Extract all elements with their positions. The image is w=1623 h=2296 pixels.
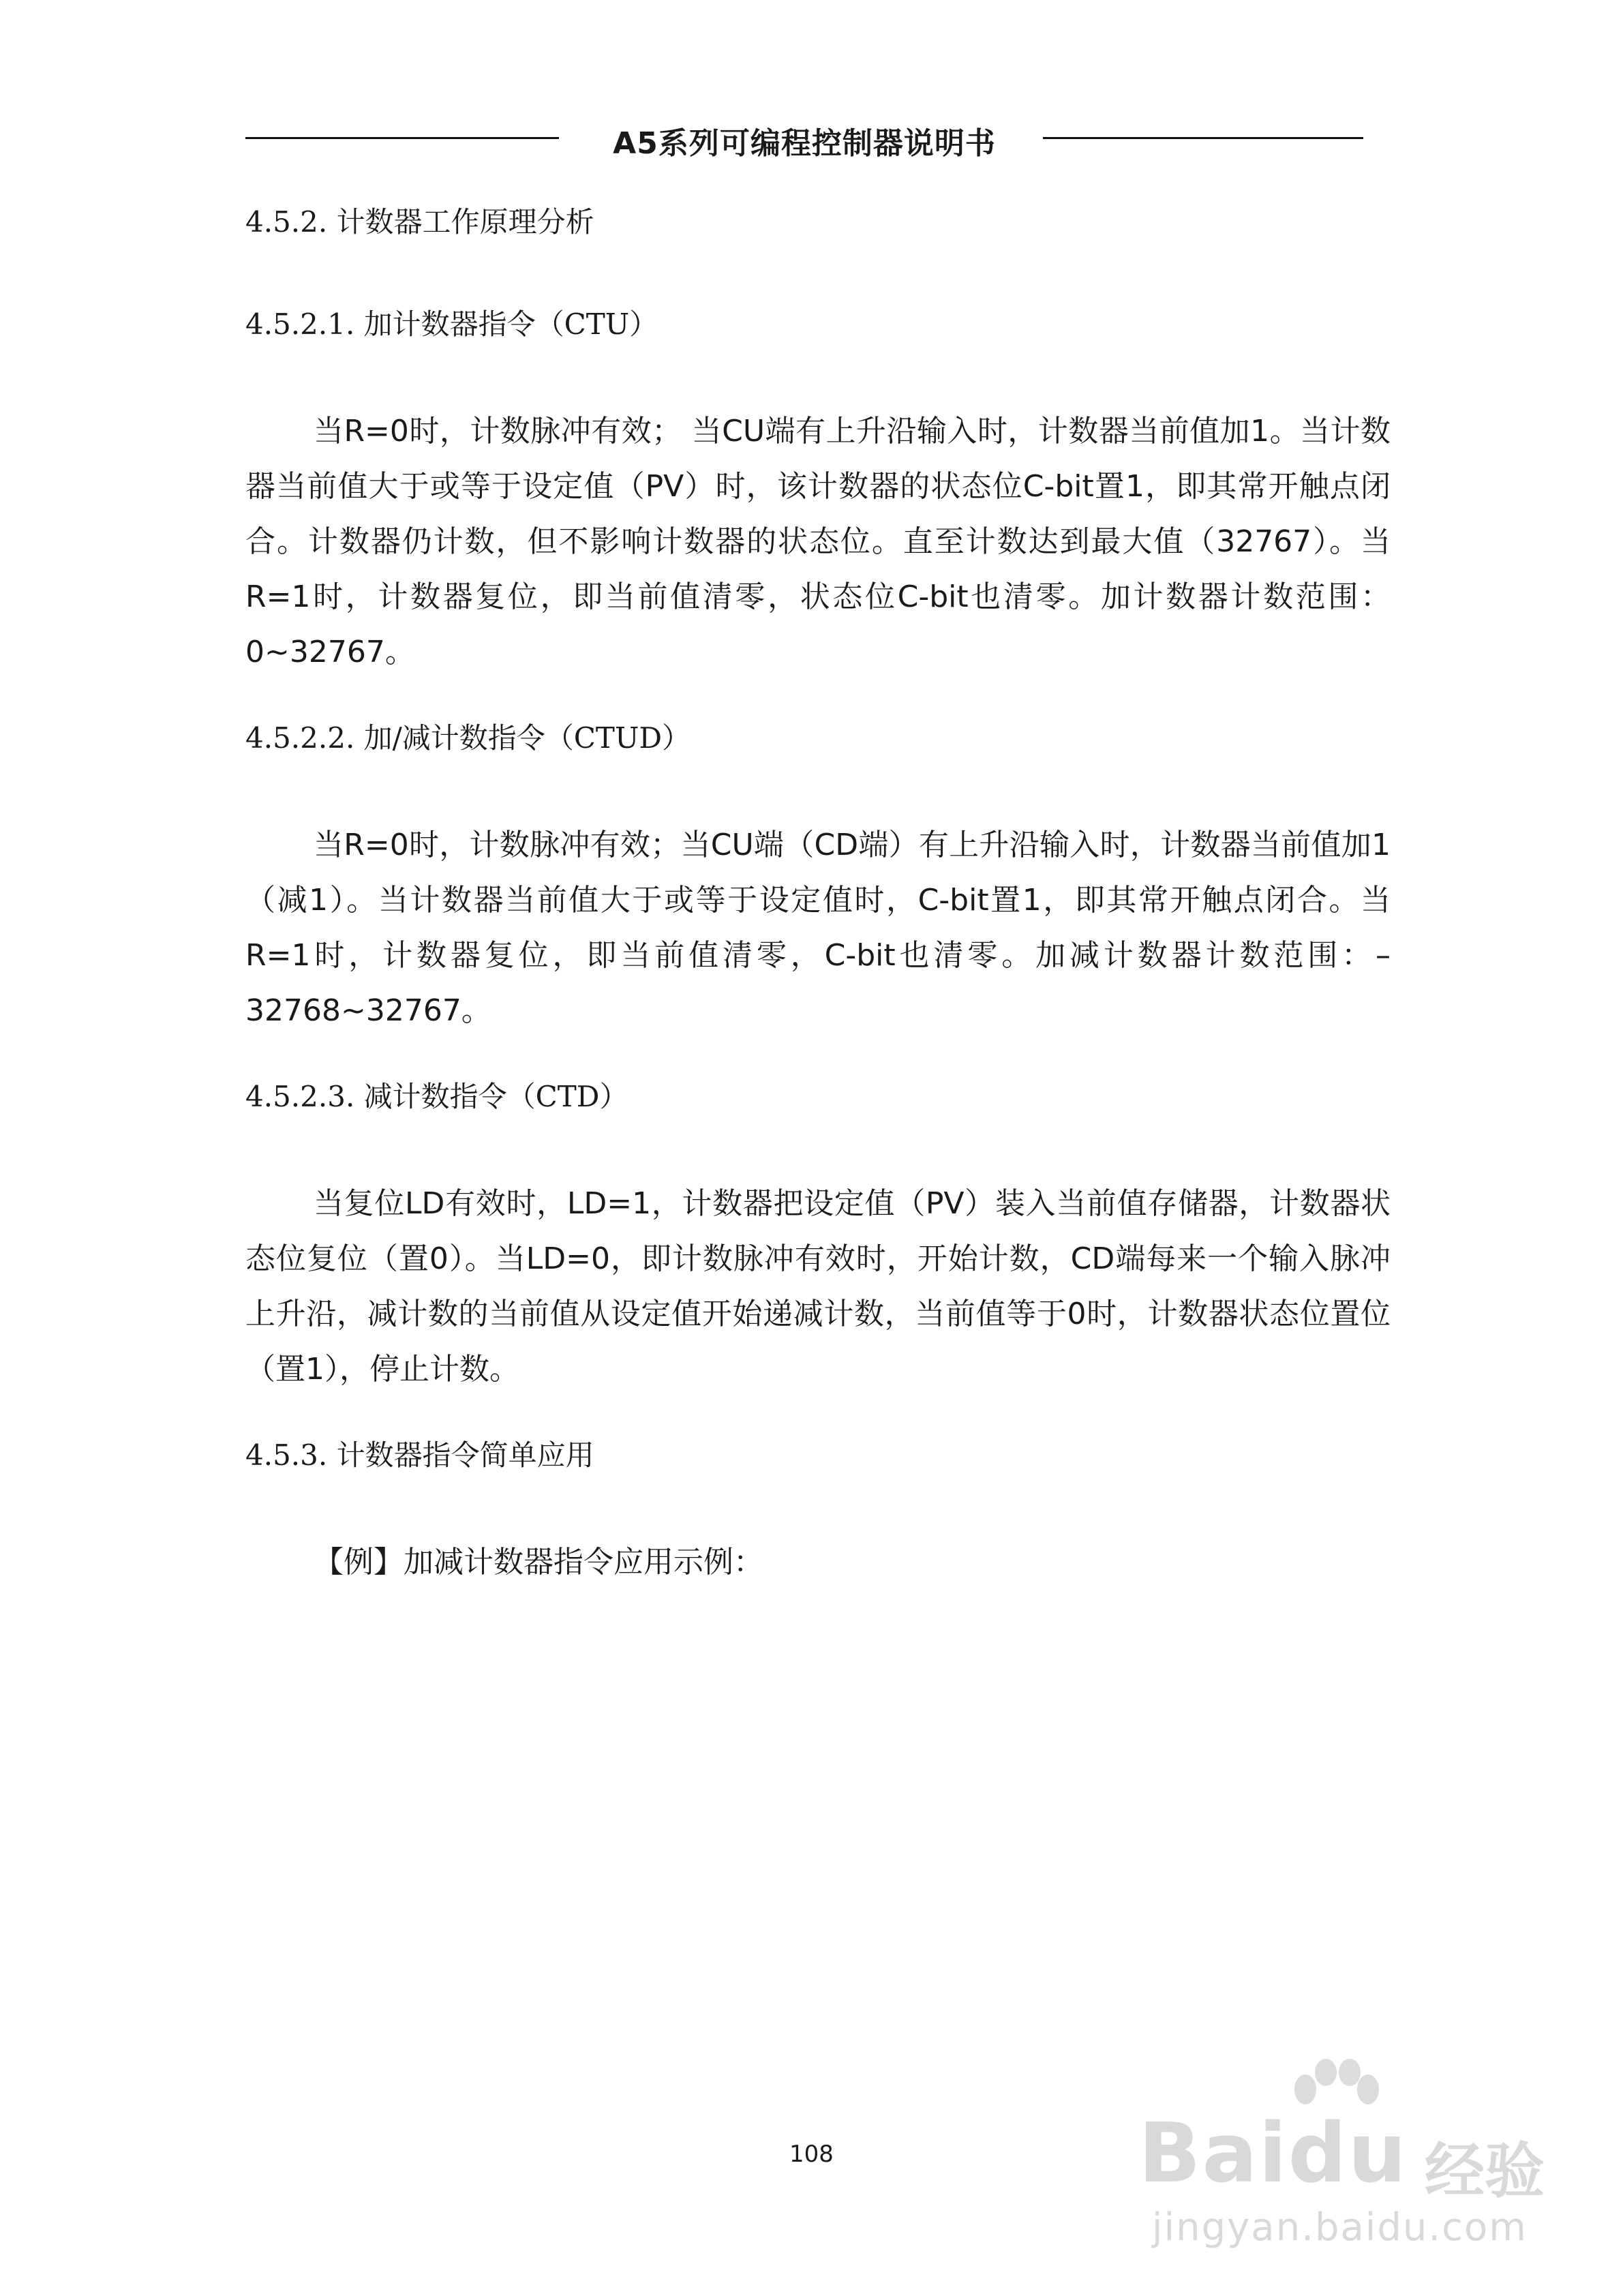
section-heading-4-5-3: 4.5.3. 计数器指令简单应用 [245, 1438, 594, 1472]
header-title: A5系列可编程控制器说明书 [613, 126, 996, 161]
section-heading-4-5-2: 4.5.2. 计数器工作原理分析 [245, 205, 594, 239]
watermark-brand-bai: Bai [1138, 2106, 1288, 2201]
watermark-brand [1138, 2106, 1408, 2201]
paragraph-ctu: 当R=0时，计数脉冲有效； 当CU端有上升沿输入时，计数器当前值加1。当计数器当前值大于或等于设定值（PV）时，该计数器的状态位C-bit置1，即其常开触点闭合。计数器仍计数，但不影响计数器的状态位。直至计数达到最大值（32767）。当R=1时，计数器复位，即当前值清零，状态位C-bit也清零。加计数器计数范围：0~32767。 [245, 414, 1391, 669]
watermark-brand-cn: 经验 [1425, 2136, 1545, 2206]
section-heading-4-5-2-1: 4.5.2.1. 加计数器指令（CTU） [245, 307, 658, 341]
watermark-brand-du: du [1288, 2106, 1408, 2201]
header-rule-right [1043, 137, 1363, 139]
page-number: 108 [789, 2141, 834, 2168]
section-heading-4-5-2-3: 4.5.2.3. 减计数指令（CTD） [245, 1080, 628, 1113]
document-body [245, 198, 1391, 1590]
paragraph-ctud: 当R=0时，计数脉冲有效；当CU端（CD端）有上升沿输入时，计数器当前值加1（减1）。当计数器当前值大于或等于设定值时，C-bit置1，即其常开触点闭合。当R=1时，计数器复位，即当前值清零，C-bit也清零。加减计数器计数范围：–32768~32767。 [245, 828, 1391, 1028]
watermark-url: jingyan.baidu.com [1152, 2205, 1528, 2250]
page-header [245, 115, 1363, 162]
paragraph-ctd: 当复位LD有效时，LD=1，计数器把设定值（PV）装入当前值存储器，计数器状态位复位（置0）。当LD=0，即计数脉冲有效时，开始计数，CD端每来一个输入脉冲上升沿，减计数的当前值从设定值开始递减计数，当前值等于0时，计数器状态位置位（置1），停止计数。 [245, 1186, 1391, 1387]
section-heading-4-5-2-2: 4.5.2.2. 加/减计数指令（CTUD） [245, 721, 691, 755]
baidu-jingyan-watermark [1138, 2059, 1588, 2263]
example-caption: 【例】加减计数器指令应用示例： [314, 1545, 763, 1580]
